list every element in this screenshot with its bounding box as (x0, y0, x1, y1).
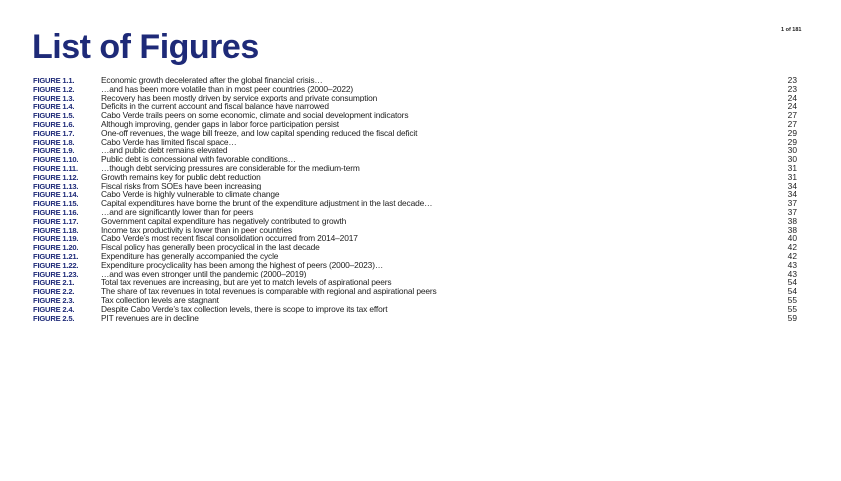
figure-page-number: 37 (787, 198, 797, 209)
figure-page-number: 27 (787, 110, 797, 121)
figure-label: FIGURE 1.18. (33, 225, 79, 235)
figure-label: FIGURE 1.7. (33, 128, 75, 138)
figure-label: FIGURE 2.3. (33, 295, 75, 305)
figure-page-number: 31 (787, 171, 797, 182)
figure-title: Expenditure procyclicality has been among the highest of peers (2000–2023)… (101, 260, 384, 270)
figure-entry[interactable] (33, 270, 797, 279)
figure-entry[interactable] (33, 138, 797, 147)
figure-title: …and public debt remains elevated (101, 146, 228, 156)
figure-title: Government capital expenditure has negatively contributed to growth (101, 216, 347, 226)
figure-label: FIGURE 1.2. (33, 84, 75, 94)
figure-entry[interactable] (33, 111, 797, 120)
figure-title: Fiscal risks from SOEs have been increasing (101, 181, 262, 191)
figure-entry[interactable] (33, 173, 797, 182)
figure-entry[interactable] (33, 120, 797, 129)
figure-page-number: 42 (787, 250, 797, 261)
figure-page-number: 30 (787, 145, 797, 156)
figure-entry[interactable] (33, 146, 797, 155)
figure-label: FIGURE 1.14. (33, 190, 79, 200)
figure-label: FIGURE 1.9. (33, 146, 75, 156)
figure-title: Tax collection levels are stagnant (101, 295, 219, 305)
figure-page-number: 55 (787, 303, 797, 314)
figure-list (33, 76, 797, 322)
figure-title: Public debt is concessional with favorable conditions… (101, 155, 296, 164)
figure-entry[interactable] (33, 226, 797, 235)
figure-label: FIGURE 1.19. (33, 234, 79, 244)
figure-title: The share of tax revenues in total revenues is comparable with regional and aspirational peers (101, 287, 437, 296)
figure-page-number: 59 (787, 312, 797, 323)
figure-title: …and are significantly lower than for peers (101, 207, 254, 217)
figure-page-number: 27 (787, 118, 797, 129)
figure-title: One-off revenues, the wage bill freeze, and low capital spending reduced the fiscal deficit (101, 128, 418, 138)
page-title: List of Figures (32, 28, 259, 66)
figure-page-number: 29 (787, 127, 797, 138)
figure-entry[interactable] (33, 190, 797, 199)
figure-entry[interactable] (33, 305, 797, 314)
figure-entry[interactable] (33, 252, 797, 261)
figure-entry[interactable] (33, 155, 797, 164)
figure-title: Economic growth decelerated after the global financial crisis… (101, 76, 323, 85)
figure-title: Expenditure has generally accompanied the cycle (101, 251, 279, 261)
figure-title: Recovery has been mostly driven by service exports and private consumption (101, 93, 378, 103)
figure-page-number: 29 (787, 136, 797, 147)
figure-page-number: 24 (787, 92, 797, 103)
figure-label: FIGURE 1.1. (33, 76, 75, 85)
figure-label: FIGURE 1.3. (33, 93, 75, 103)
figure-label: FIGURE 1.6. (33, 119, 75, 129)
figure-entry[interactable] (33, 94, 797, 103)
figure-entry[interactable] (33, 129, 797, 138)
figure-page-number: 31 (787, 162, 797, 173)
figure-entry[interactable] (33, 296, 797, 305)
figure-page-number: 37 (787, 206, 797, 217)
figure-page-number: 54 (787, 277, 797, 288)
figure-page-number: 23 (787, 75, 797, 85)
figure-page-number: 42 (787, 242, 797, 253)
figure-page-number: 38 (787, 224, 797, 235)
figure-title: …and was even stronger until the pandemic (2000–2019) (101, 269, 307, 279)
figure-entry[interactable] (33, 278, 797, 287)
figure-label: FIGURE 1.15. (33, 199, 79, 209)
figure-entry[interactable] (33, 234, 797, 243)
figure-label: FIGURE 1.22. (33, 260, 79, 270)
figure-entry[interactable] (33, 76, 797, 85)
figure-page-number: 38 (787, 215, 797, 226)
figure-entry[interactable] (33, 199, 797, 208)
figure-title: Total tax revenues are increasing, but are yet to match levels of aspirational peers (101, 278, 392, 288)
figure-label: FIGURE 1.12. (33, 172, 79, 182)
figure-page-number: 34 (787, 180, 797, 191)
page-counter: 1 of 181 (781, 27, 802, 33)
figure-entry[interactable] (33, 243, 797, 252)
figure-label: FIGURE 1.10. (33, 155, 79, 165)
figure-entry[interactable] (33, 287, 797, 296)
figure-page-number: 34 (787, 189, 797, 200)
figure-entry[interactable] (33, 182, 797, 191)
figure-entry[interactable] (33, 314, 797, 323)
figure-page-number: 43 (787, 259, 797, 270)
figure-page-number: 40 (787, 233, 797, 244)
figure-title: Capital expenditures have borne the brunt of the expenditure adjustment in the last decade… (101, 199, 433, 208)
figure-label: FIGURE 1.21. (33, 251, 79, 261)
figure-page-number: 24 (787, 101, 797, 112)
figure-label: FIGURE 2.1. (33, 278, 75, 288)
figure-title: Income tax productivity is lower than in peer countries (101, 225, 292, 235)
figure-label: FIGURE 1.17. (33, 216, 79, 226)
figure-label: FIGURE 1.5. (33, 111, 75, 121)
figure-label: FIGURE 1.4. (33, 102, 75, 112)
figure-title: Growth remains key for public debt reduction (101, 172, 261, 182)
figure-entry[interactable] (33, 102, 797, 111)
figure-page-number: 23 (787, 83, 797, 94)
figure-title: …and has been more volatile than in most peer countries (2000–2022) (101, 84, 354, 94)
figure-title: Cabo Verde has limited fiscal space… (101, 137, 237, 147)
figure-entry[interactable] (33, 208, 797, 217)
figure-label: FIGURE 2.4. (33, 304, 75, 314)
figure-page-number: 55 (787, 294, 797, 305)
figure-page-number: 54 (787, 286, 797, 297)
figure-page-number: 43 (787, 268, 797, 279)
figure-title: Cabo Verde is highly vulnerable to climate change (101, 190, 280, 200)
figure-title: …though debt servicing pressures are considerable for the medium-term (101, 163, 360, 173)
figure-label: FIGURE 1.13. (33, 181, 79, 191)
figure-title: Although improving, gender gaps in labor force participation persist (101, 119, 339, 129)
figure-title: PIT revenues are in decline (101, 313, 199, 323)
figure-title: Despite Cabo Verde’s tax collection levels, there is scope to improve its tax effort (101, 304, 388, 314)
figure-label: FIGURE 1.8. (33, 137, 75, 147)
figure-page-number: 30 (787, 154, 797, 165)
figure-label: FIGURE 1.20. (33, 243, 79, 253)
figure-entry[interactable] (33, 164, 797, 173)
figure-entry[interactable] (33, 261, 797, 270)
figure-title: Cabo Verde trails peers on some economic, climate and social development indicators (101, 111, 409, 120)
figure-entry[interactable] (33, 217, 797, 226)
figure-title: Deficits in the current account and fiscal balance have narrowed (101, 102, 329, 112)
figure-title: Cabo Verde’s most recent fiscal consolidation occurred from 2014–2017 (101, 234, 358, 244)
figure-title: Fiscal policy has generally been procyclical in the last decade (101, 243, 320, 252)
figure-label: FIGURE 1.23. (33, 269, 79, 279)
figure-label: FIGURE 2.2. (33, 287, 75, 297)
figure-entry[interactable] (33, 85, 797, 94)
figure-label: FIGURE 1.16. (33, 207, 79, 217)
figure-label: FIGURE 1.11. (33, 163, 78, 173)
figure-label: FIGURE 2.5. (33, 313, 75, 323)
